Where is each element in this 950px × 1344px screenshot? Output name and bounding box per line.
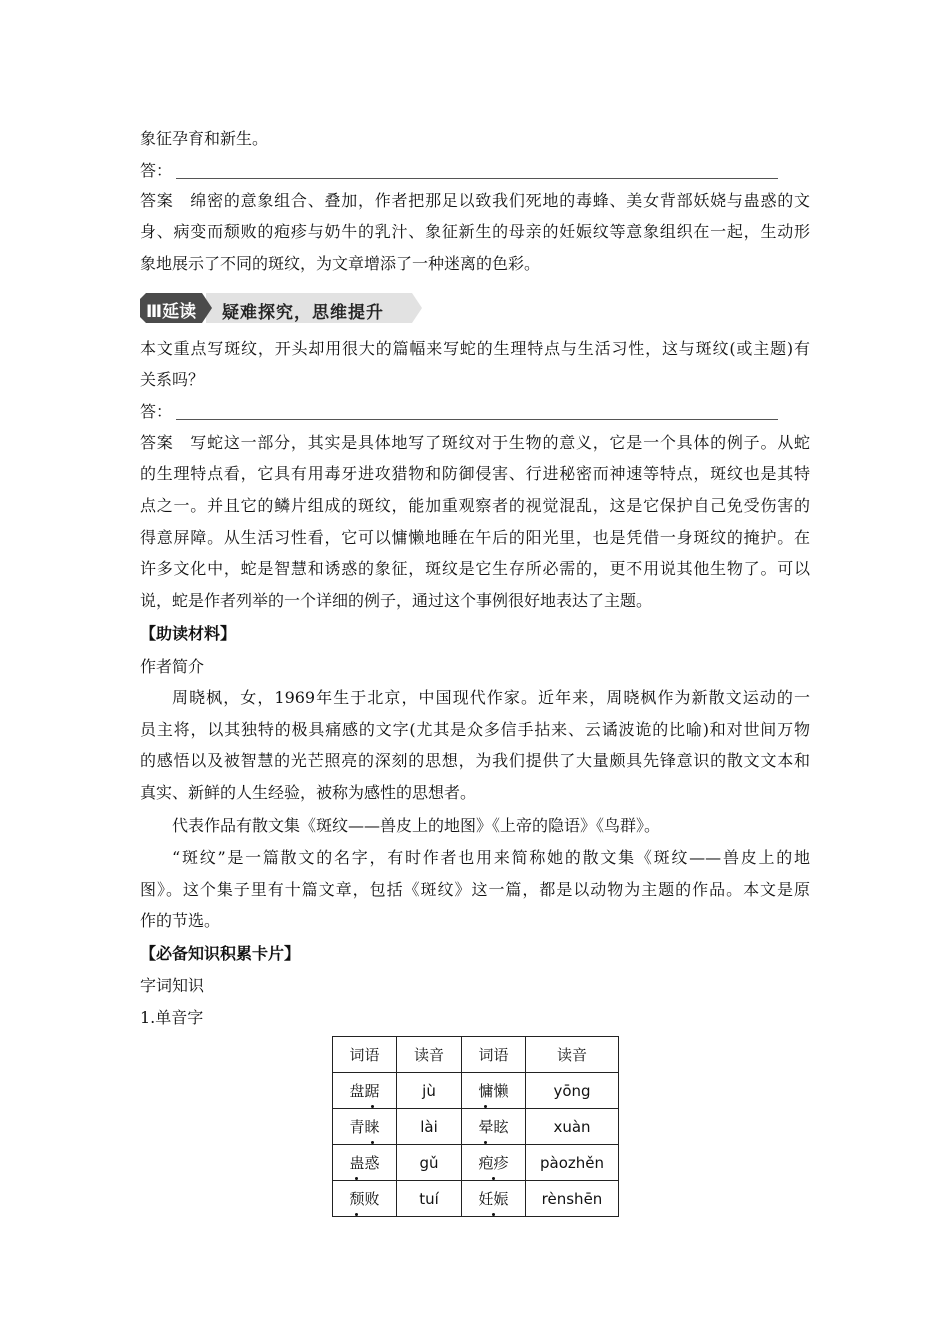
answer-text-line: 说，蛇是作者列举的一个详细的例子，通过这个事例很好地表达了主题。 xyxy=(140,591,653,610)
emphasis-char: 慵 xyxy=(478,1082,494,1100)
word-cell: 颓败 xyxy=(333,1181,397,1217)
table-header-cell: 词语 xyxy=(333,1037,397,1073)
table-header-cell: 读音 xyxy=(397,1037,462,1073)
body-text-line: 周晓枫，女，1969年生于北京，中国现代作家。近年来，周晓枫作为新散文运动的一 xyxy=(172,688,810,707)
body-text-line: 的感悟以及被智慧的光芒照亮的深刻的思想，为我们提供了大量颇具先锋意识的散文文本和 xyxy=(140,751,810,770)
table-row xyxy=(333,1073,619,1109)
word-cell xyxy=(462,1181,526,1217)
emphasis-char: 踞 xyxy=(364,1082,380,1100)
emphasis-char: 颓 xyxy=(349,1190,365,1208)
word-cell: 青睐 xyxy=(333,1109,397,1145)
answer-blank-line xyxy=(176,177,778,179)
emphasis-char: 蛊 xyxy=(349,1154,365,1172)
section-heading: 【必备知识积累卡片】 xyxy=(140,944,301,963)
pinyin-cell: rènshēn xyxy=(526,1181,619,1217)
pinyin-cell: jù xyxy=(397,1073,462,1109)
body-text-line: 代表作品有散文集《斑纹——兽皮上的地图》《上帝的隐语》《鸟群》。 xyxy=(172,816,661,835)
answer-text-line: 答案 写蛇这一部分，其实是具体地写了斑纹对于生物的意义，它是一个具体的例子。从蛇 xyxy=(140,433,810,452)
body-text-line: 图》。这个集子里有十篇文章，包括《斑纹》这一篇，都是以动物为主题的作品。本文是原 xyxy=(140,880,810,899)
answer-text-line: 得意屏障。从生活习性看，它可以慵懒地睡在午后的阳光里，也是凭借一身斑纹的掩护。在 xyxy=(140,528,810,547)
pinyin-cell: gǔ xyxy=(397,1145,462,1181)
word-cell: 蛊惑 xyxy=(333,1145,397,1181)
question-text-line: 关系吗？ xyxy=(140,370,205,389)
section-banner xyxy=(140,293,422,323)
body-text-line: 员主将，以其独特的极具痛感的文字(尤其是众多信手拈来、云谲波诡的比喻)和对世间万物 xyxy=(140,720,810,739)
answer-text-line: 身、病变而颓败的疱疹与奶牛的乳汁、象征新生的母亲的妊娠纹等意象组织在一起，生动形 xyxy=(140,222,810,241)
vocabulary-table xyxy=(332,1036,619,1217)
word-cell xyxy=(462,1145,526,1181)
text-line: 象征孕育和新生。 xyxy=(140,129,269,148)
pinyin-cell: xuàn xyxy=(526,1109,619,1145)
section-heading: 【助读材料】 xyxy=(140,624,237,643)
answer-text-line: 许多文化中，蛇是智慧和诱惑的象征，斑纹是它生存所必需的，更不用说其他生物了。可以 xyxy=(140,559,810,578)
table-row xyxy=(333,1109,619,1145)
pinyin-cell: lài xyxy=(397,1109,462,1145)
pinyin-cell: tuí xyxy=(397,1181,462,1217)
subsection-heading: 作者简介 xyxy=(140,657,205,676)
answer-text-line: 答案 绵密的意象组合、叠加，作者把那足以致我们死地的毒蜂、美女背部妖娆与蛊惑的文 xyxy=(140,191,810,210)
body-text-line: 真实、新鲜的人生经验，被称为感性的思想者。 xyxy=(140,783,477,802)
answer-text-line: 点之一。并且它的鳞片组成的斑纹，能加重观察者的视觉混乱，这是它保护自己免受伤害的 xyxy=(140,496,810,515)
answer-text-line: 象地展示了不同的斑纹，为文章增添了一种迷离的色彩。 xyxy=(140,254,541,273)
emphasis-char: 疱疹 xyxy=(478,1154,509,1172)
answer-text-line: 的生理特点看，它具有用毒牙进攻猎物和防御侵害、行进秘密而神速等特点，斑纹也是其特 xyxy=(140,464,810,483)
table-header-row xyxy=(333,1037,619,1073)
word-cell: 慵懒 xyxy=(462,1073,526,1109)
pinyin-cell: yōng xyxy=(526,1073,619,1109)
body-text-line: 作的节选。 xyxy=(140,911,221,930)
table-row xyxy=(333,1145,619,1181)
body-text-line: “斑纹”是一篇散文的名字，有时作者也用来简称她的散文集《斑纹——兽皮上的地 xyxy=(172,848,810,867)
answer-prompt: 答： xyxy=(140,402,173,421)
table-header-cell: 读音 xyxy=(526,1037,619,1073)
emphasis-char: 睐 xyxy=(364,1118,380,1136)
word-cell: 盘踞 xyxy=(333,1073,397,1109)
word-cell: 晕眩 xyxy=(462,1109,526,1145)
emphasis-char: 晕 xyxy=(478,1118,494,1136)
question-text-line: 本文重点写斑纹，开头却用很大的篇幅来写蛇的生理特点与生活习性，这与斑纹(或主题)有 xyxy=(140,339,810,358)
subsection-heading: 字词知识 xyxy=(140,976,205,995)
pinyin-cell: pàozhěn xyxy=(526,1145,619,1181)
banner-title: 疑难探究，思维提升 xyxy=(222,303,384,323)
answer-blank-line xyxy=(176,418,778,420)
table-row xyxy=(333,1181,619,1217)
table-header-cell: 词语 xyxy=(462,1037,526,1073)
banner-label: Ⅲ延读 xyxy=(146,302,197,322)
list-heading: 1.单音字 xyxy=(140,1008,204,1027)
answer-prompt: 答： xyxy=(140,161,173,180)
emphasis-char: 妊娠 xyxy=(478,1190,509,1208)
